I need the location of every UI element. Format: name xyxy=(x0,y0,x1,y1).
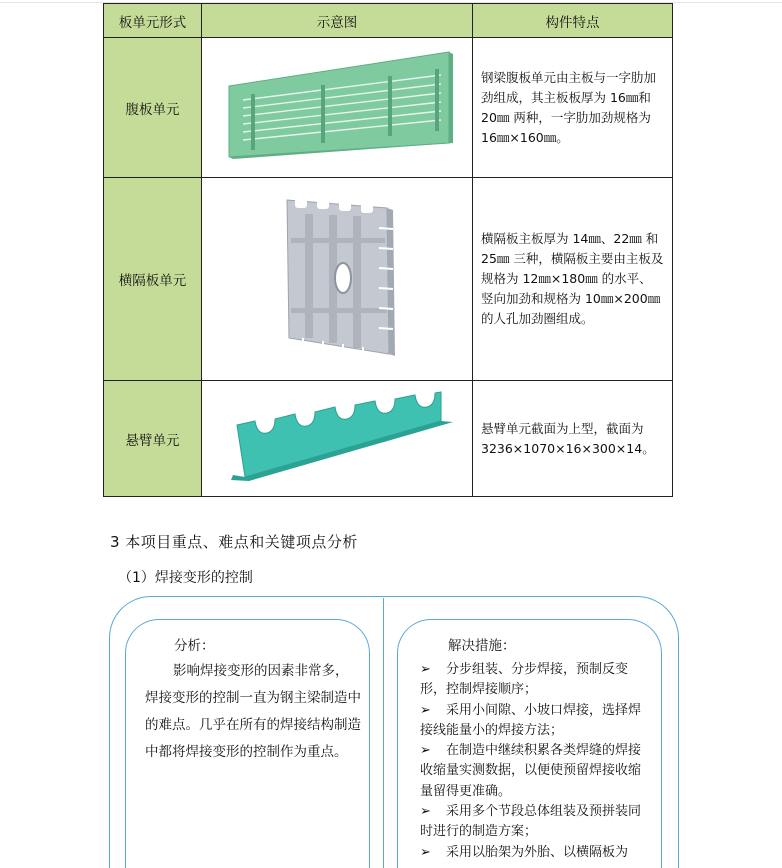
unit-diagram-cell xyxy=(202,38,473,178)
analysis-title: 分析： xyxy=(174,638,215,654)
header-diagram: 示意图 xyxy=(202,4,473,38)
header-features: 构件特点 xyxy=(473,4,673,38)
web-plate-unit-illustration xyxy=(203,38,471,173)
frame-divider xyxy=(383,598,384,868)
measures-list xyxy=(420,660,650,863)
table-header-row xyxy=(104,4,673,38)
unit-diagram-cell xyxy=(202,381,473,497)
list-item: ➢ 采用以胎架为外胎、以横隔板为 xyxy=(420,843,650,863)
unit-name: 横隔板单元 xyxy=(104,178,202,381)
unit-description: 钢梁腹板单元由主板与一字肋加劲组成，其主板板厚为 16㎜和 20㎜ 两种，一字肋加劲规格为 16㎜×160㎜。 xyxy=(473,38,673,178)
unit-description: 悬臂单元截面为上型，截面为3236×1070×16×300×14。 xyxy=(473,381,673,497)
unit-name: 腹板单元 xyxy=(104,38,202,178)
arrow-bullet-icon: ➢ xyxy=(420,743,431,759)
table-row xyxy=(104,381,673,497)
header-unit-type: 板单元形式 xyxy=(104,4,202,38)
arrow-bullet-icon: ➢ xyxy=(420,702,431,718)
section-subheading: （1）焊接变形的控制 xyxy=(118,570,253,586)
unit-description: 横隔板主板厚为 14㎜、22㎜ 和 25㎜ 三种，横隔板主要由主板及规格为 12㎜×180㎜ 的水平、竖向加劲和规格为 10㎜×200㎜ 的人孔加劲圈组成。 xyxy=(473,178,673,381)
table-row xyxy=(104,178,673,381)
list-item: ➢ 采用多个节段总体组装及预拼装同时进行的制造方案； xyxy=(420,804,642,840)
unit-diagram-cell xyxy=(202,178,473,381)
cantilever-unit-illustration xyxy=(203,381,471,492)
section-heading: 3 本项目重点、难点和关键项点分析 xyxy=(110,533,358,551)
table-row xyxy=(104,38,673,178)
arrow-bullet-icon: ➢ xyxy=(420,662,431,677)
list-item: ➢ 分步组装、分步焊接，预制反变形，控制焊接顺序； xyxy=(420,662,629,698)
arrow-bullet-icon: ➢ xyxy=(420,844,431,860)
diaphragm-unit-illustration xyxy=(203,178,471,376)
measures-box xyxy=(397,619,662,868)
plate-unit-table xyxy=(103,3,673,497)
analysis-text: 影响焊接变形的因素非常多，焊接变形的控制一直为钢主梁制造中的难点。几乎在所有的焊接结构制造中都将焊接变形的控制作为重点。 xyxy=(145,663,361,760)
list-item: ➢ 在制造中继续积累各类焊缝的焊接收缩量实测数据，以便使预留焊接收缩量留得更准确。 xyxy=(420,743,642,799)
arrow-bullet-icon: ➢ xyxy=(420,804,431,820)
list-item: ➢ 采用小间隙、小坡口焊接，选择焊接线能量小的焊接方法； xyxy=(420,702,642,738)
analysis-box xyxy=(125,619,370,868)
unit-name: 悬臂单元 xyxy=(104,381,202,497)
measures-title: 解决措施： xyxy=(448,638,516,654)
